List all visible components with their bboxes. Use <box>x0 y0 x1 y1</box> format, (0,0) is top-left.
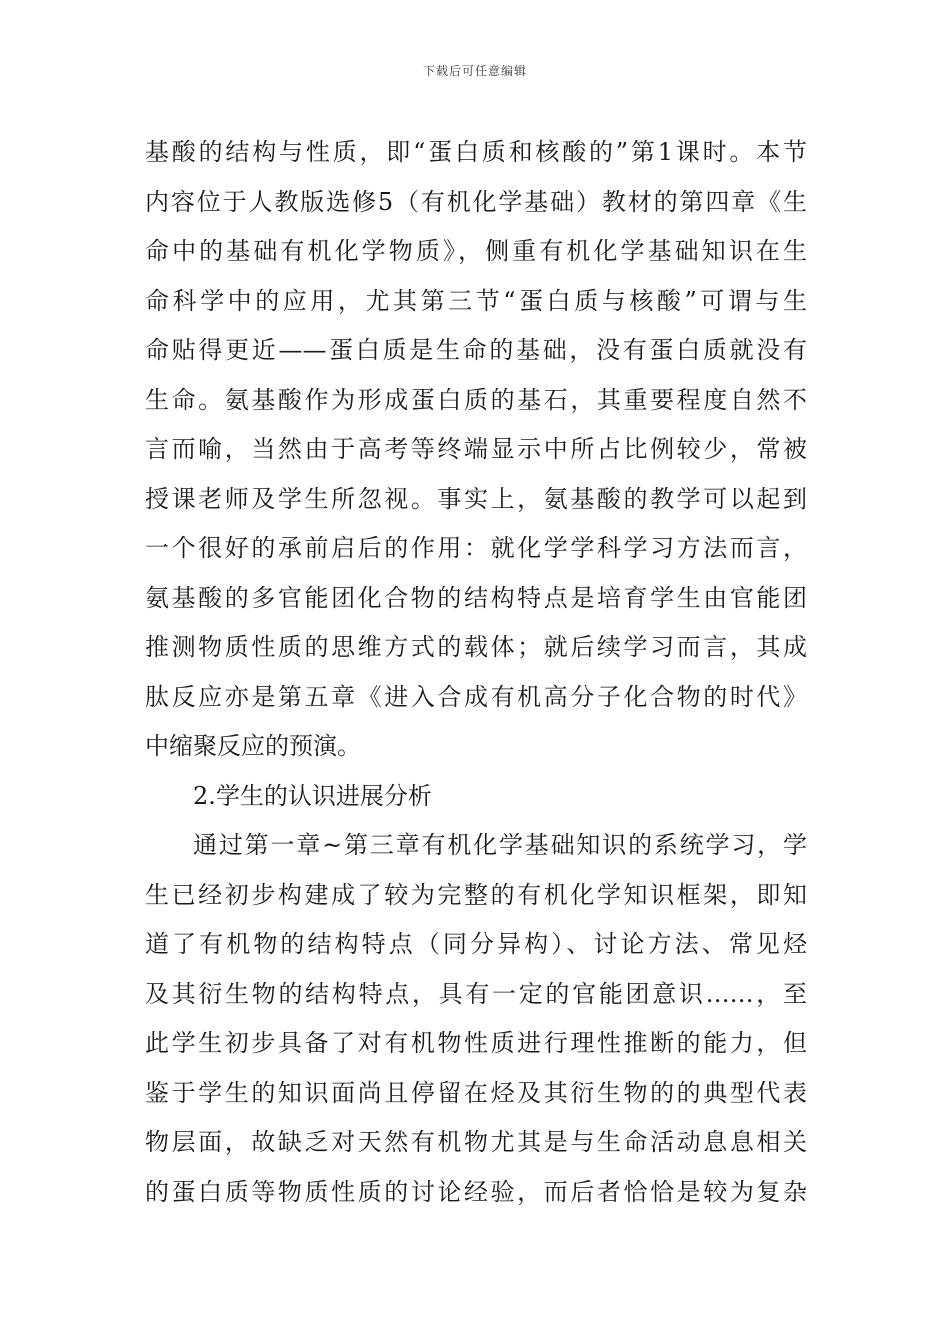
text-line: 授课老师及学生所忽视。事实上，氨基酸的教学可以起到 <box>145 484 807 513</box>
document-body <box>145 128 807 1217</box>
text-line: 推测物质性质的思维方式的载体；就后续学习而言，其成 <box>145 633 807 661</box>
text-line: 命中的基础有机化学物质》，侧重有机化学基础知识在生 <box>145 237 807 265</box>
text-line: 肽反应亦是第五章《进入合成有机高分子化合物的时代》 <box>145 682 807 711</box>
text-line: 鉴于学生的知识面尚且停留在烃及其衍生物的的典型代表 <box>145 1078 807 1107</box>
text-line: 一个很好的承前启后的作用：就化学学科学习方法而言， <box>145 534 807 562</box>
text-line: 基酸的结构与性质，即“蛋白质和核酸的”第1课时。本节 <box>145 138 807 166</box>
text-line: 生已经初步构建成了较为完整的有机化学知识框架，即知 <box>145 880 807 909</box>
text-line: 的蛋白质等物质性质的讨论经验，而后者恰恰是较为复杂 <box>145 1177 807 1206</box>
text-line: 命贴得更近——蛋白质是生命的基础，没有蛋白质就没有 <box>145 336 807 364</box>
paragraph-end-line: 中缩聚反应的预演。 <box>145 732 361 760</box>
text-line: 此学生初步具备了对有机物性质进行理性推断的能力，但 <box>145 1029 807 1057</box>
text-line: 言而喻，当然由于高考等终端显示中所占比例较少，常被 <box>145 435 807 463</box>
text-line: 生命。氨基酸作为形成蛋白质的基石，其重要程度自然不 <box>145 385 807 414</box>
text-line: 内容位于人教版选修5（有机化学基础）教材的第四章《生 <box>145 187 807 216</box>
text-line: 物层面，故缺乏对天然有机物尤其是与生命活动息息相关 <box>145 1128 807 1156</box>
text-line: 道了有机物的结构特点（同分异构）、讨论方法、常见烃 <box>145 930 807 958</box>
text-line: 氨基酸的多官能团化合物的结构特点是培育学生由官能团 <box>145 583 807 612</box>
section-heading: 2.学生的认识进展分析 <box>193 781 432 810</box>
page-header: 下载后可任意编辑 <box>422 64 527 78</box>
paragraph-first-line: 通过第一章~第三章有机化学基础知识的系统学习，学 <box>193 831 807 859</box>
text-line: 及其衍生物的结构特点，具有一定的官能团意识……，至 <box>145 979 807 1008</box>
text-line: 命科学中的应用，尤其第三节“蛋白质与核酸”可谓与生 <box>145 286 807 315</box>
